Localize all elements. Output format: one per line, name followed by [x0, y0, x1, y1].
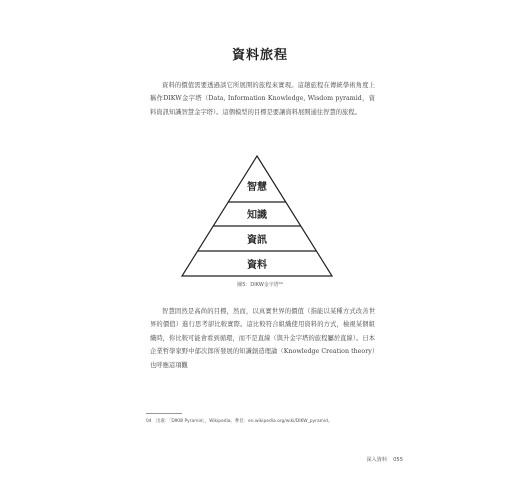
- page-footer: [366, 456, 403, 463]
- pyramid-level-wisdom: 智慧: [247, 182, 267, 193]
- footnote-rule: [146, 413, 182, 414]
- pyramid-level-information: 資訊: [247, 235, 267, 246]
- body-paragraph-1: 資料的價值需要透過談它所展開的旅程來實現。這趟旅程在傳統學術角度上稱作DIKW金字塔（Data, Information Knowledge, Wisdom pyramid，資料資訊知識智慧金字塔）。這個模型的目標是要讓資料展開通往智慧的旅程。: [150, 82, 375, 116]
- page-number: 055: [393, 457, 403, 463]
- page-title: 資料旅程: [231, 48, 288, 63]
- dikw-pyramid-diagram: [181, 155, 333, 277]
- body-paragraph-2: 智慧固然是高尚的目標，然而，以真實世界的價值（指能以某種方式改善世界的價值）進行思考卻比較實際。這比較符合組織使用資料的方式，檢視某個組織時，你比較可能會看到循環，而不是直線（與升金字塔的旅程屬於直線）。日本企業哲學家野中郁次郎所發展的知識創造理論（Knowledge Creation theory）也呼應這項觀: [150, 308, 375, 369]
- footer-section-title: 深入資料: [366, 457, 388, 463]
- pyramid-level-data: 資料: [247, 260, 267, 271]
- figure-caption: 圖5：DIKW金字塔⁰⁴: [237, 282, 283, 288]
- footnote: 04 出處：「DIKW Pyramid」，Wikipedia。參見：en.wikipedia.org/wiki/DIKW_pyramid。: [146, 419, 333, 424]
- pyramid-level-knowledge: 知識: [247, 210, 267, 221]
